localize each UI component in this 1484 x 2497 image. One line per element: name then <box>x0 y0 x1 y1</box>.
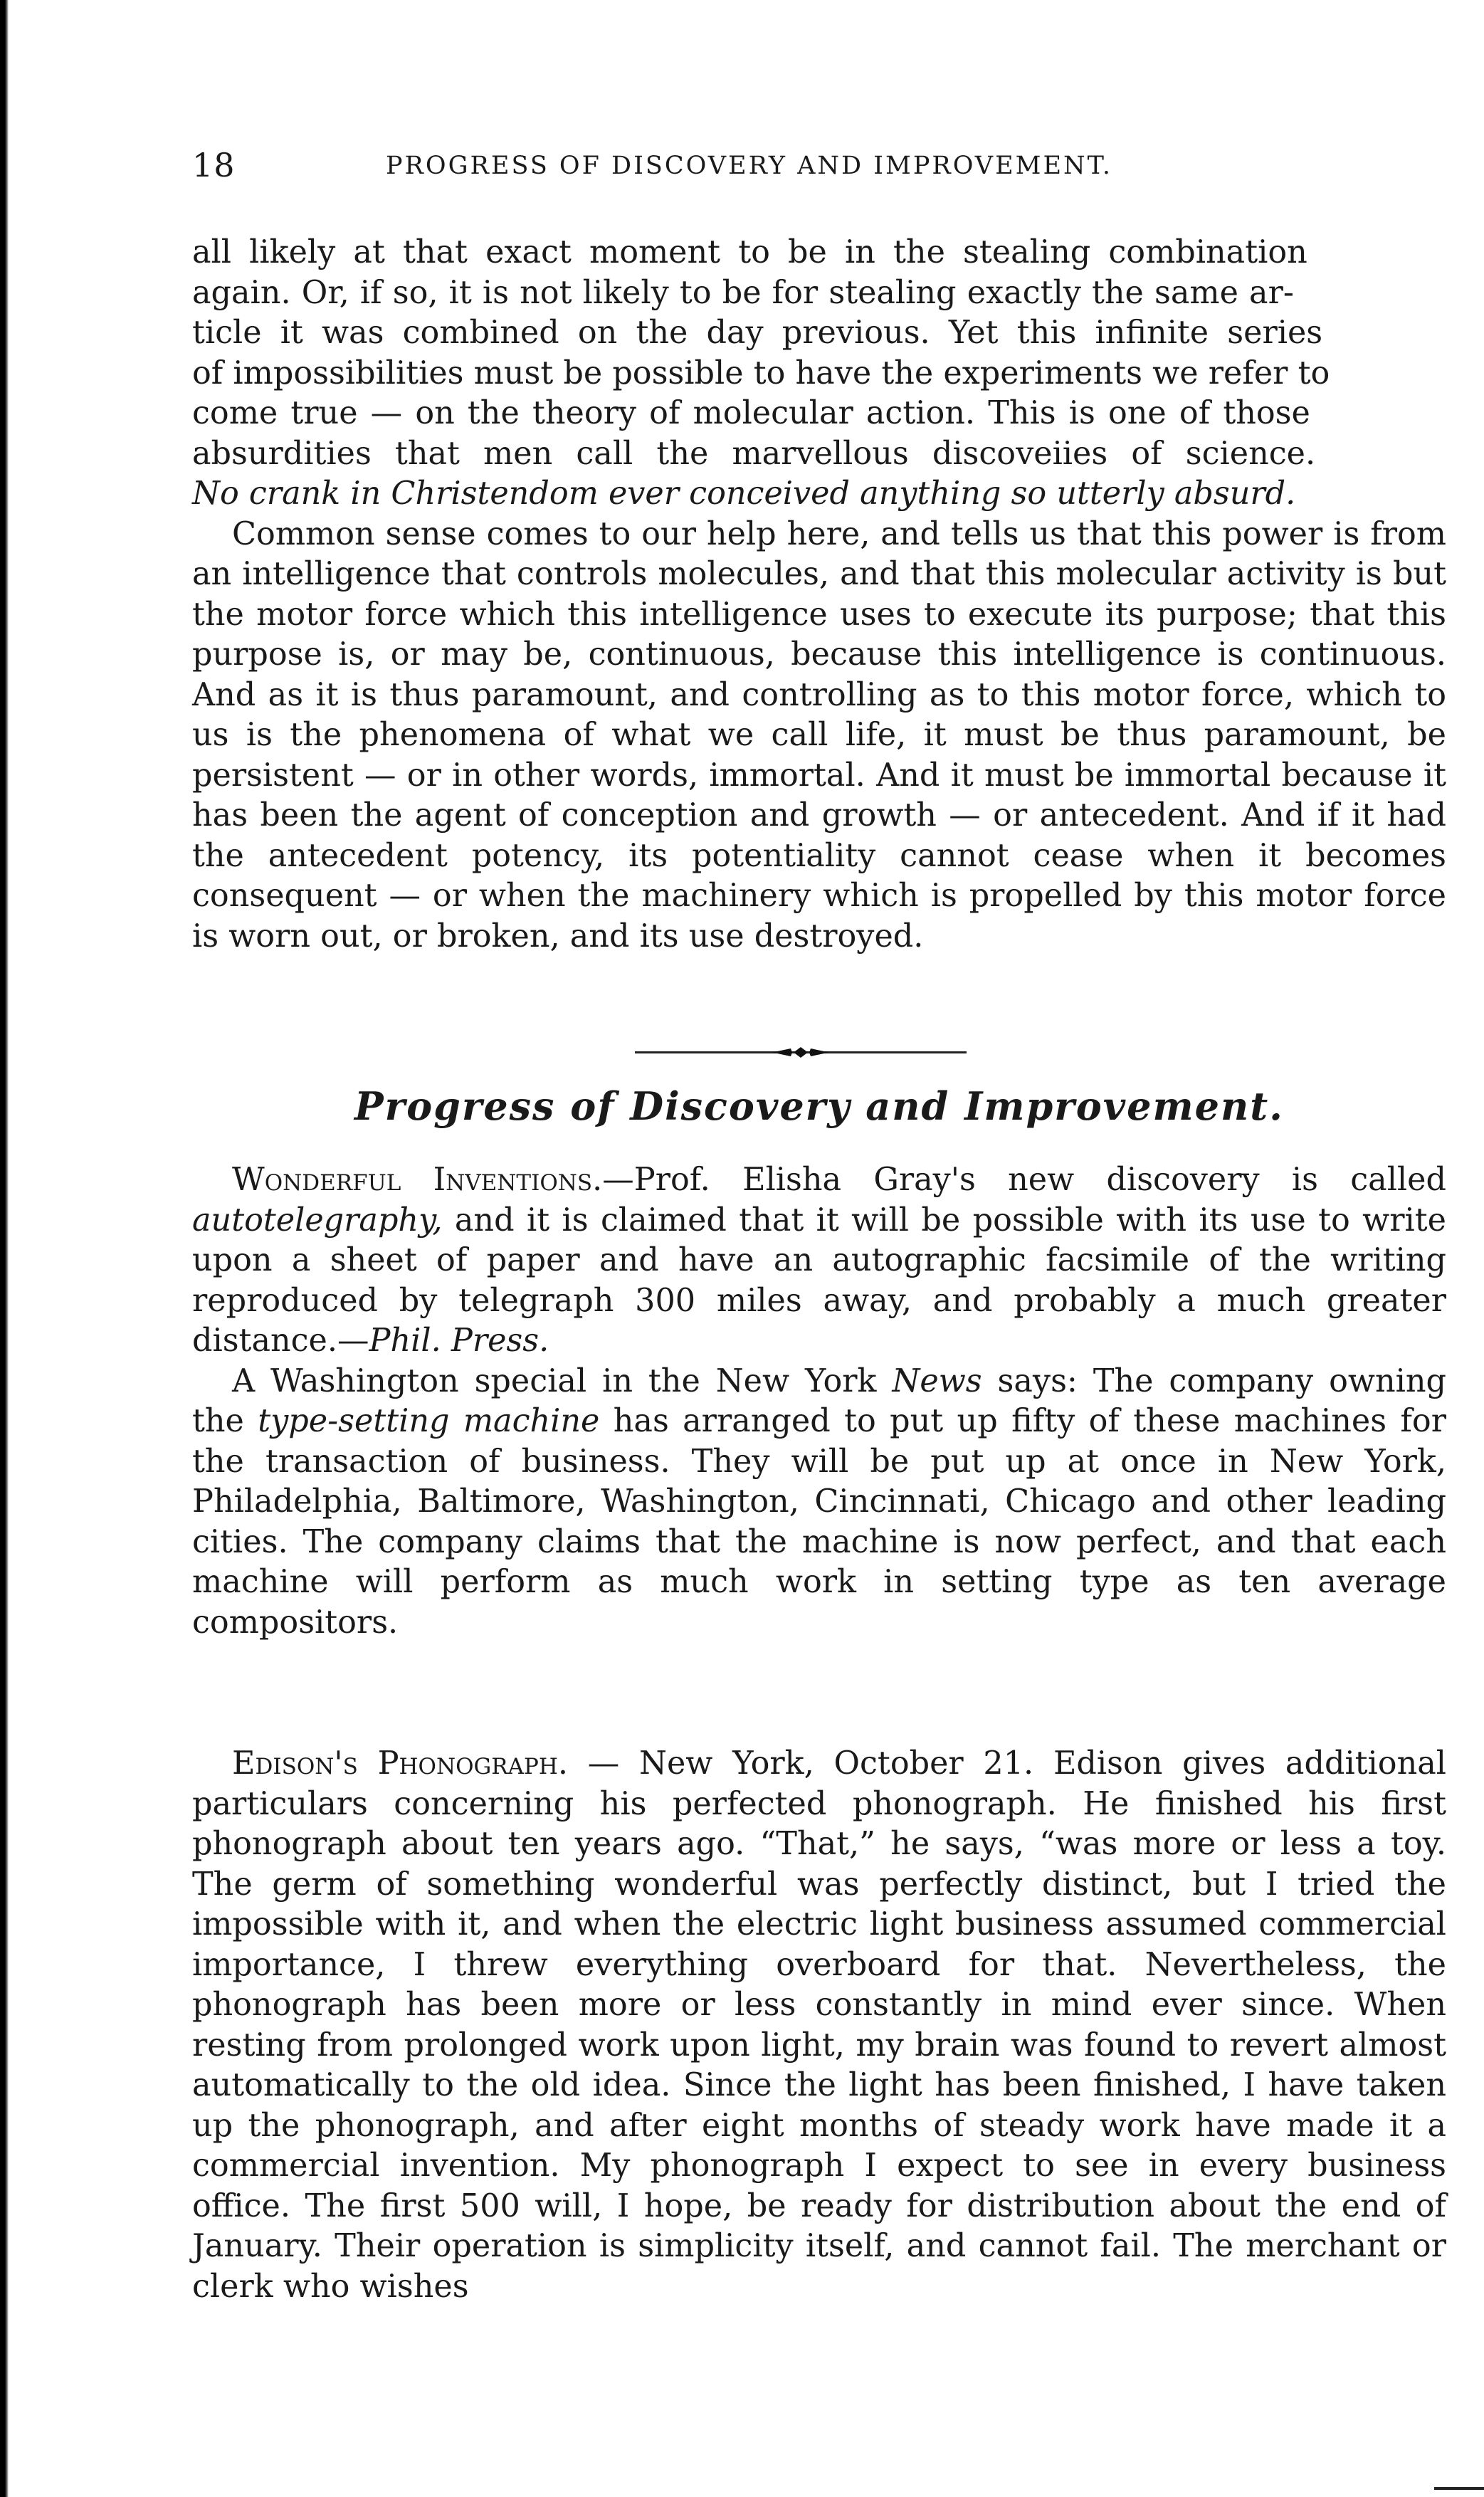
text-line: ticle it was combined on the day previous. Yet this infinite series <box>192 315 1323 351</box>
page-corner-mark <box>1434 2487 1484 2490</box>
text-line: all likely at that exact moment to be in the stealing combination <box>192 234 1307 270</box>
article-heading: Edison's Phonograph. <box>232 1745 569 1782</box>
page-number: 18 <box>192 146 236 184</box>
body-text: —Prof. Elisha Gray's new discovery is called <box>602 1162 1446 1198</box>
italic-term: type-setting machine <box>258 1403 600 1439</box>
body-text: A Washington special in the New York <box>232 1362 893 1399</box>
text-line: of impossibilities must be possible to have the experiments we refer to <box>192 354 1330 391</box>
running-head <box>192 146 1446 189</box>
newspaper-name: News <box>892 1362 982 1399</box>
wonderful-inventions-paragraph-2 <box>192 1362 1446 1644</box>
wonderful-inventions-article <box>192 1160 1446 1643</box>
text-line: absurdities that men call the marvellous discoveiies of science. <box>192 435 1316 472</box>
body-text: says: The company owning the <box>192 1362 1446 1439</box>
body-text: has arranged to put up fifty of these machines for the transaction of business. They will be put up at once in New York, Philadelphia, Baltimore, Washington, Cincinnati, Chicago and other leading cities. The company claims that the machine is now perfect, and that each machine will perform as much work in setting type as ten average compositors. <box>192 1403 1446 1641</box>
text-line: again. Or, if so, it is not likely to be for stealing exactly the same ar- <box>192 274 1294 311</box>
body-text: — New York, October 21. Edison gives additional particulars concerning his perfected phonograph. He finished his first phonograph about ten years ago. “That,” he says, “was more or less a toy. The germ of something wonderful was perfectly distinct, but I tried the impossible with it, and when the electric light business assumed commercial importance, I threw everything overboard for that. Nevertheless, the phonograph has been more or less constantly in mind ever since. When resting from prolonged work upon light, my brain was found to revert almost automatically to the old idea. Since the light has been finished, I have taken up the phonograph, and after eight months of steady work have made it a commercial invention. My phonograph I expect to see in every business office. The first 500 will, I hope, be ready for distribution about the end of January. Their operation is simplicity itself, and cannot fail. The merchant or clerk who wishes <box>192 1745 1447 2305</box>
edison-phonograph-paragraph <box>192 1744 1446 2307</box>
section-title: Progress of Discovery and Improvement. <box>354 1083 1284 1129</box>
continued-article <box>192 233 1446 957</box>
separator-ornament-icon <box>772 1046 829 1059</box>
text-line: come true — on the theory of molecular action. This is one of those <box>192 395 1310 431</box>
emphasis-line: No crank in Christendom ever conceived anything so utterly absurd. <box>192 475 1296 512</box>
italic-term: autotelegraphy, <box>192 1202 443 1239</box>
wonderful-inventions-paragraph-1 <box>192 1160 1446 1362</box>
body-text: and it is claimed that it will be possible with its use to write upon a sheet of paper and have an autographic facsimile of the writing reproduced by telegraph 300 miles away, and probably a much greater distance.— <box>192 1202 1446 1359</box>
edison-phonograph-article <box>192 1744 1446 2307</box>
page-binding-edge <box>0 0 9 2497</box>
continued-paragraph-2: Common sense comes to our help here, and tells us that this power is from an intelligence that controls molecules, and that this molecular activity is but the motor force which this intelligence uses to execute its purpose; that this purpose is, or may be, continuous, because this intelligence is continuous. And as it is thus paramount, and controlling as to this motor force, which to us is the phenomena of what we call life, it must be thus paramount, be persistent — or in other words, immortal. And it must be immortal because it has been the agent of conception and growth — or antecedent. And if it had the antecedent potency, its potentiality cannot cease when it becomes consequent — or when the machinery which is propelled by this motor force is worn out, or broken, and its use destroyed. <box>192 515 1446 955</box>
running-title: PROGRESS OF DISCOVERY AND IMPROVEMENT. <box>386 152 1112 180</box>
source-citation: Phil. Press. <box>369 1323 549 1359</box>
continued-paragraph-1 <box>192 233 1446 515</box>
article-heading: Wonderful Inventions. <box>232 1162 603 1198</box>
